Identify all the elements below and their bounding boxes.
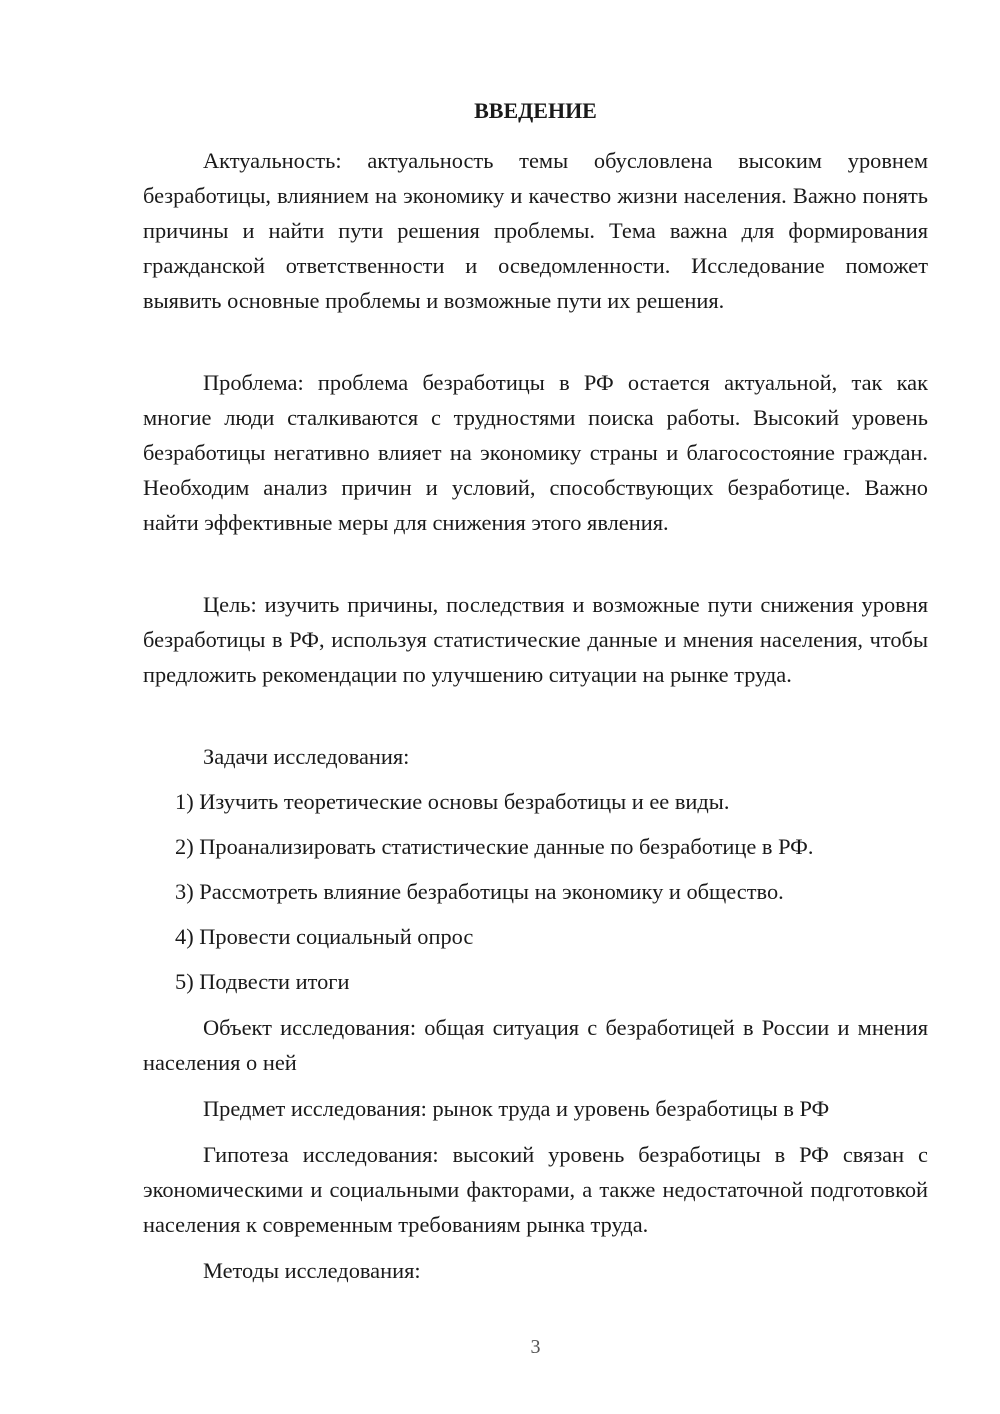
task-item: 3) Рассмотреть влияние безработицы на экономику и общество. [175, 879, 784, 904]
page-number: 3 [530, 1336, 541, 1358]
document-page [143, 0, 928, 1414]
task-item: 5) Подвести итоги [175, 969, 350, 994]
section-heading: ВВЕДЕНИЕ [474, 98, 597, 123]
problem-paragraph: Проблема: проблема безработицы в РФ остается актуальной, так как многие люди сталкиваются с трудностями поиска работы. Высокий уровень безработицы негативно влияет на экономику страны и благосостояние граждан. Необходим анализ причин и условий, способствующих безработице. Важно найти эффективные меры для снижения этого явления. [143, 370, 928, 535]
task-item: 2) Проанализировать статистические данные по безработице в РФ. [175, 834, 814, 859]
relevance-paragraph: Актуальность: актуальность темы обусловлена высоким уровнем безработицы, влиянием на экономику и качество жизни населения. Важно понять причины и найти пути решения проблемы. Тема важна для формирования гражданской ответственности и осведомленности. Исследование поможет выявить основные проблемы и возможные пути их решения. [143, 148, 928, 313]
task-item: 4) Провести социальный опрос [175, 924, 474, 949]
goal-paragraph: Цель: изучить причины, последствия и возможные пути снижения уровня безработицы в РФ, используя статистические данные и мнения населения, чтобы предложить рекомендации по улучшению ситуации на рынке труда. [143, 592, 928, 687]
object-paragraph: Объект исследования: общая ситуация с безработицей в России и мнения населения о ней [143, 1015, 928, 1075]
subject-paragraph: Предмет исследования: рынок труда и уровень безработицы в РФ [203, 1096, 830, 1121]
methods-heading: Методы исследования: [203, 1258, 421, 1283]
tasks-heading: Задачи исследования: [203, 744, 410, 769]
hypothesis-paragraph: Гипотеза исследования: высокий уровень безработицы в РФ связан с экономическими и социальными факторами, а также недостаточной подготовкой населения к современным требованиям рынка труда. [143, 1142, 928, 1237]
task-item: 1) Изучить теоретические основы безработицы и ее виды. [175, 789, 730, 814]
